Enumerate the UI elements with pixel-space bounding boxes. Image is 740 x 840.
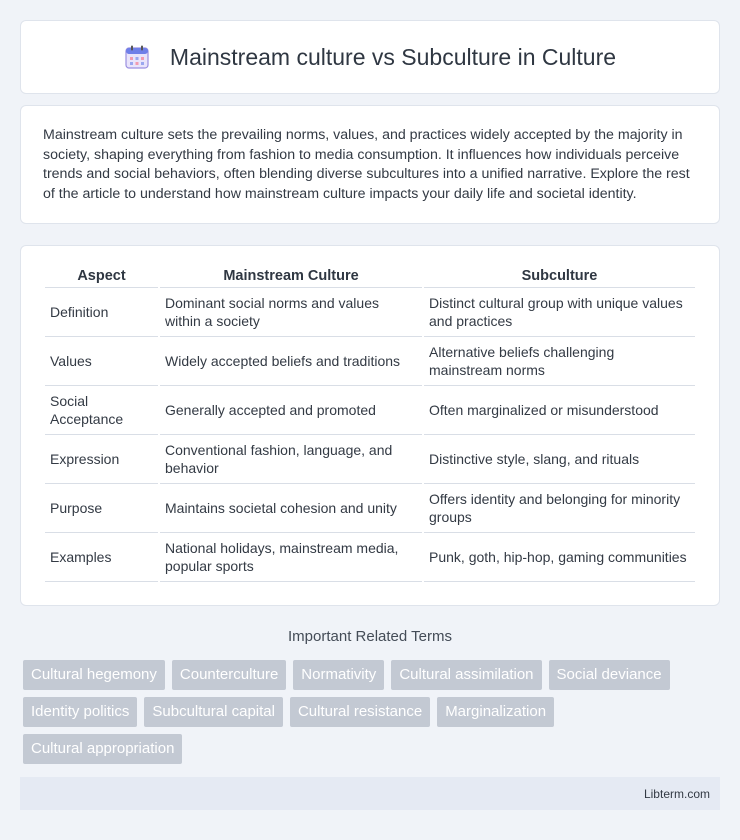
calendar-icon xyxy=(124,44,150,70)
tag-normativity[interactable]: Normativity xyxy=(293,660,384,690)
cell-mainstream: Generally accepted and promoted xyxy=(160,386,422,435)
table-row xyxy=(45,288,695,337)
table-row xyxy=(45,337,695,386)
tag-identity-politics[interactable]: Identity politics xyxy=(23,697,137,727)
tag-counterculture[interactable]: Counterculture xyxy=(172,660,286,690)
cell-aspect: Values xyxy=(45,337,158,386)
table-row xyxy=(45,386,695,435)
intro-card xyxy=(20,105,720,224)
header-aspect: Aspect xyxy=(45,266,158,288)
cell-subculture: Distinct cultural group with unique values and practices xyxy=(424,288,695,337)
tag-cultural-hegemony[interactable]: Cultural hegemony xyxy=(23,660,165,690)
tag-social-deviance[interactable]: Social deviance xyxy=(549,660,670,690)
footer xyxy=(20,777,720,810)
related-terms-section xyxy=(20,628,720,764)
comparison-table-card xyxy=(20,245,720,606)
cell-aspect: Examples xyxy=(45,533,158,582)
tag-cultural-assimilation[interactable]: Cultural assimilation xyxy=(391,660,541,690)
tag-subcultural-capital[interactable]: Subcultural capital xyxy=(144,697,283,727)
header-subculture: Subculture xyxy=(424,266,695,288)
cell-aspect: Purpose xyxy=(45,484,158,533)
cell-aspect: Expression xyxy=(45,435,158,484)
tag-cultural-resistance[interactable]: Cultural resistance xyxy=(290,697,430,727)
cell-aspect: Social Acceptance xyxy=(45,386,158,435)
title-card xyxy=(20,20,720,94)
cell-mainstream: Maintains societal cohesion and unity xyxy=(160,484,422,533)
cell-subculture: Often marginalized or misunderstood xyxy=(424,386,695,435)
header-mainstream: Mainstream Culture xyxy=(160,266,422,288)
comparison-table xyxy=(43,266,697,582)
cell-mainstream: National holidays, mainstream media, popular sports xyxy=(160,533,422,582)
page-title: Mainstream culture vs Subculture in Culture xyxy=(169,43,617,70)
cell-subculture: Offers identity and belonging for minority groups xyxy=(424,484,695,533)
cell-aspect: Definition xyxy=(45,288,158,337)
table-header-row xyxy=(45,266,695,288)
intro-paragraph: Mainstream culture sets the prevailing norms, values, and practices widely accepted by the majority in society, shaping everything from fashion to media consumption. It influences how individuals perceive trends and social behaviors, often blending diverse subcultures into a unified narrative. Explore the rest of the article to understand how mainstream culture impacts your daily life and societal identity. xyxy=(43,127,690,202)
cell-subculture: Alternative beliefs challenging mainstream norms xyxy=(424,337,695,386)
cell-subculture: Punk, goth, hip-hop, gaming communities xyxy=(424,533,695,582)
tag-marginalization[interactable]: Marginalization xyxy=(437,697,554,727)
table-row xyxy=(45,484,695,533)
table-row xyxy=(45,533,695,582)
cell-subculture: Distinctive style, slang, and rituals xyxy=(424,435,695,484)
cell-mainstream: Dominant social norms and values within a society xyxy=(160,288,422,337)
cell-mainstream: Conventional fashion, language, and behavior xyxy=(160,435,422,484)
related-terms-list xyxy=(20,660,720,764)
cell-mainstream: Widely accepted beliefs and traditions xyxy=(160,337,422,386)
related-terms-title: Important Related Terms xyxy=(288,628,452,645)
tag-cultural-appropriation[interactable]: Cultural appropriation xyxy=(23,734,182,764)
table-row xyxy=(45,435,695,484)
footer-site-link[interactable]: Libterm.com xyxy=(643,786,710,801)
